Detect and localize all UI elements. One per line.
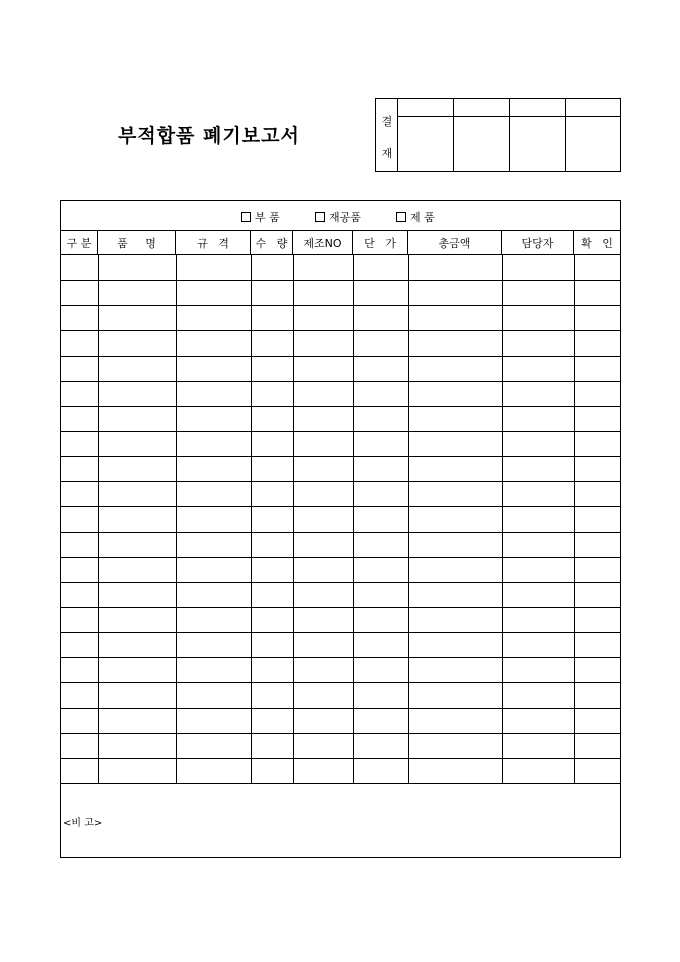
grid-row-line: [61, 557, 620, 558]
category-part-label: 부 품: [255, 211, 280, 224]
remark-label: <비 고>: [63, 818, 103, 829]
col-header-quantity: 수 량: [251, 231, 293, 255]
grid-row-line: [61, 582, 620, 583]
grid-row-line: [61, 431, 620, 432]
grid-column-line: [251, 255, 252, 783]
col-header-total-amount: 총금액: [408, 231, 502, 255]
grid-column-line: [293, 255, 294, 783]
grid-row-line: [61, 406, 620, 407]
grid-row-line: [61, 733, 620, 734]
grid-row-line: [61, 783, 620, 784]
category-part[interactable]: [241, 209, 280, 225]
grid-column-line: [574, 255, 575, 783]
col-header-item-name: 품 명: [98, 231, 176, 255]
category-row: [61, 201, 620, 231]
grid-row-line: [61, 305, 620, 306]
approval-signature-cell[interactable]: [454, 117, 509, 172]
grid-row-line: [61, 481, 620, 482]
grid-column-line: [176, 255, 177, 783]
approval-signature-cell[interactable]: [398, 117, 453, 172]
grid-column-line: [98, 255, 99, 783]
approval-label-top: 결: [381, 115, 393, 128]
grid-row-line: [61, 632, 620, 633]
col-header-confirm: 확 인: [574, 231, 620, 255]
category-product[interactable]: [396, 209, 435, 225]
approval-label-column: [376, 99, 398, 171]
grid-row-line: [61, 356, 620, 357]
col-header-category: 구 분: [61, 231, 98, 255]
grid-row-line: [61, 280, 620, 281]
approval-label-bottom: 재: [381, 147, 393, 160]
approval-signature-cell[interactable]: [566, 117, 621, 172]
col-header-person-in-charge: 담당자: [502, 231, 574, 255]
grid-column-line: [408, 255, 409, 783]
col-header-unit-price: 단 가: [353, 231, 408, 255]
category-wip[interactable]: [315, 209, 361, 225]
grid-row-line: [61, 330, 620, 331]
category-wip-label: 재공품: [329, 211, 361, 224]
grid-row-line: [61, 758, 620, 759]
grid-row-line: [61, 532, 620, 533]
checkbox-icon[interactable]: [241, 212, 251, 222]
col-header-mfg-no: 제조NO: [293, 231, 353, 255]
grid-row-line: [61, 682, 620, 683]
grid-row-line: [61, 381, 620, 382]
grid-row-line: [61, 607, 620, 608]
grid-row-line: [61, 456, 620, 457]
grid-row-line: [61, 506, 620, 507]
checkbox-icon[interactable]: [396, 212, 406, 222]
grid-row-line: [61, 657, 620, 658]
grid-column-line: [353, 255, 354, 783]
checkbox-icon[interactable]: [315, 212, 325, 222]
grid-column-line: [502, 255, 503, 783]
category-product-label: 제 품: [410, 211, 435, 224]
approval-box: [375, 98, 621, 172]
report-table: [60, 200, 621, 858]
col-header-spec: 규 격: [176, 231, 251, 255]
approval-signature-cell[interactable]: [510, 117, 565, 172]
page-title: 부적합품 폐기보고서: [118, 125, 300, 147]
grid-row-line: [61, 708, 620, 709]
